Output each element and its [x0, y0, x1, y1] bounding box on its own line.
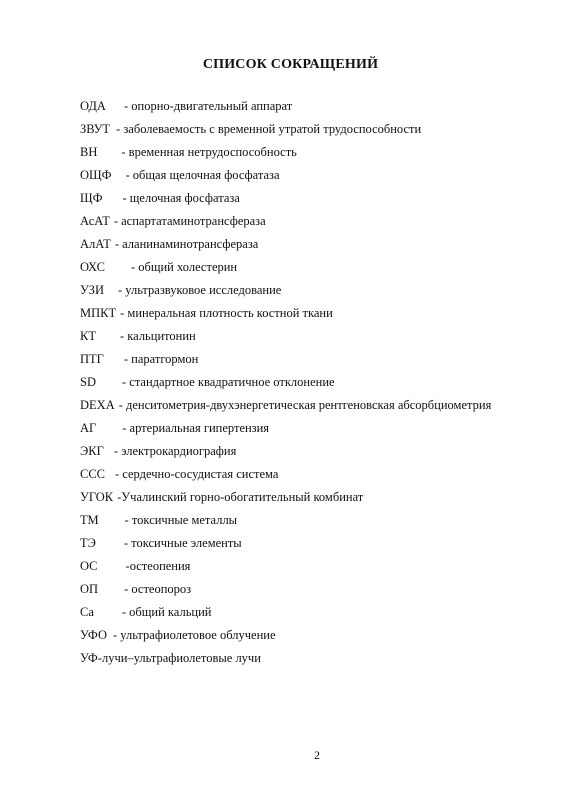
definition: - временная нетрудоспособность — [121, 145, 297, 159]
definition: –ультрафиолетовые лучи — [127, 651, 261, 665]
definition: - артериальная гипертензия — [122, 421, 270, 435]
definition: - электрокардиография — [113, 444, 237, 458]
abbreviation: АГ — [80, 421, 97, 435]
definition: - сердечно-сосудистая система — [115, 467, 279, 481]
abbreviation: ТЭ — [80, 536, 96, 550]
definition: - стандартное квадратичное отклонение — [121, 375, 335, 389]
abbreviation: ПТГ — [80, 352, 104, 366]
abbreviation: Са — [80, 605, 94, 619]
list-item — [80, 647, 560, 670]
list-item — [80, 509, 560, 532]
abbreviation: АсАТ — [80, 214, 110, 228]
list-item — [80, 601, 560, 624]
abbreviation: DEXA — [80, 398, 115, 412]
abbreviation: ТМ — [80, 513, 99, 527]
abbreviation: ОДА — [80, 99, 106, 113]
definition: -Учалинский горно-обогатительный комбинат — [117, 490, 364, 504]
list-item — [80, 532, 560, 555]
page-number: 2 — [314, 748, 320, 762]
definition: - общая щелочная фосфатаза — [125, 168, 280, 182]
definition: - паратгормон — [123, 352, 199, 366]
abbreviation: УФО — [80, 628, 107, 642]
list-item — [80, 187, 560, 210]
list-item — [80, 624, 560, 647]
list-item — [80, 463, 560, 486]
definition: - ультразвуковое исследование — [117, 283, 282, 297]
abbreviation: ОЩФ — [80, 168, 112, 182]
abbreviation: SD — [80, 375, 96, 389]
list-item — [80, 302, 560, 325]
definition: - общий кальций — [121, 605, 212, 619]
definition: - аланинаминотрансфераза — [114, 237, 259, 251]
list-item — [80, 325, 560, 348]
definition: - кальцитонин — [119, 329, 196, 343]
list-item — [80, 440, 560, 463]
list-item — [80, 141, 560, 164]
list-item — [80, 95, 560, 118]
abbreviation: АлАТ — [80, 237, 111, 251]
list-item — [80, 486, 560, 509]
list-item — [80, 210, 560, 233]
list-item — [80, 233, 560, 256]
definition: - токсичные элементы — [123, 536, 242, 550]
list-item — [80, 348, 560, 371]
definition: - аспартатаминотрансфераза — [113, 214, 266, 228]
abbreviation: ОП — [80, 582, 99, 596]
abbreviation: ОС — [80, 559, 98, 573]
abbreviation: КТ — [80, 329, 96, 343]
definition: - минеральная плотность костной ткани — [120, 306, 333, 320]
list-item — [80, 555, 560, 578]
list-item — [80, 118, 560, 141]
abbreviations-list — [80, 95, 560, 670]
abbreviation: ЩФ — [80, 191, 103, 205]
list-item — [80, 256, 560, 279]
page-title: СПИСОК СОКРАЩЕНИЙ — [202, 57, 379, 72]
abbreviation: МПКТ — [80, 306, 117, 320]
list-item — [80, 164, 560, 187]
definition: - денситометрия-двухэнергетическая рентгеновская абсорбциометрия — [118, 398, 492, 412]
definition: - ультрафиолетовое облучение — [112, 628, 276, 642]
definition: - опорно-двигательный аппарат — [123, 99, 293, 113]
list-item — [80, 371, 560, 394]
list-item — [80, 578, 560, 601]
list-item — [80, 417, 560, 440]
abbreviation: ВН — [80, 145, 98, 159]
definition: - заболеваемость с временной утратой трудоспособности — [116, 122, 422, 136]
definition: - общий холестерин — [130, 260, 238, 274]
definition: - щелочная фосфатаза — [122, 191, 240, 205]
definition: - токсичные металлы — [124, 513, 238, 527]
list-item — [80, 279, 560, 302]
abbreviation: ЭКГ — [80, 444, 104, 458]
definition: - остеопороз — [124, 582, 192, 596]
abbreviation: УЗИ — [80, 283, 104, 297]
abbreviation: УГОК — [80, 490, 114, 504]
abbreviation: ОХС — [80, 260, 105, 274]
abbreviation: ЗВУТ — [80, 122, 111, 136]
list-item — [80, 394, 560, 417]
abbreviation: УФ-лучи — [80, 651, 128, 665]
abbreviation: ССС — [80, 467, 106, 481]
definition: -остеопения — [125, 559, 191, 573]
